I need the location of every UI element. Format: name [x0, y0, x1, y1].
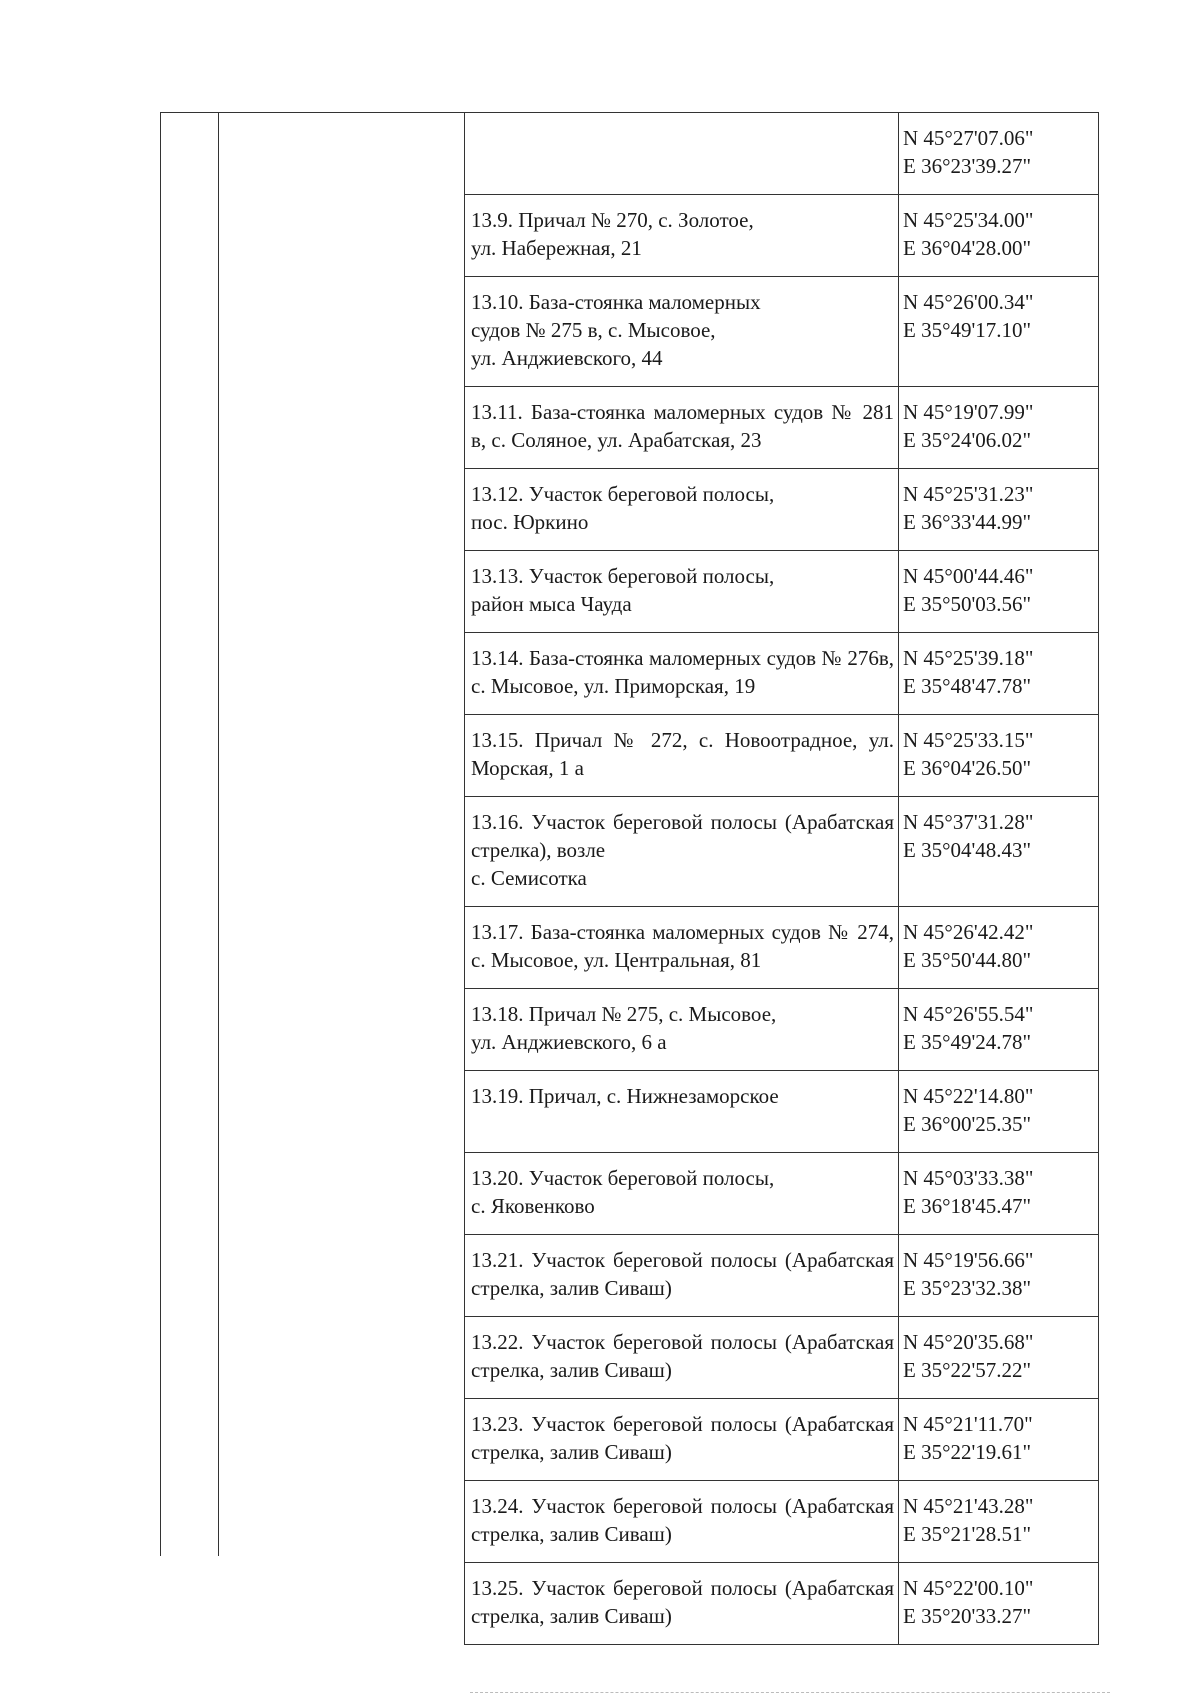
table-row	[465, 1481, 1099, 1563]
coordinates-cell: N 45°21'11.70" E 35°22'19.61"	[899, 1399, 1099, 1481]
coordinates-cell: N 45°19'56.66" E 35°23'32.38"	[899, 1235, 1099, 1317]
location-name-cell	[465, 1071, 899, 1153]
location-name-cell	[465, 277, 899, 387]
table-row	[465, 907, 1099, 989]
coordinates-cell: N 45°22'14.80" E 36°00'25.35"	[899, 1071, 1099, 1153]
coordinates-cell: N 45°25'33.15" E 36°04'26.50"	[899, 715, 1099, 797]
table-row	[465, 1071, 1099, 1153]
location-name: 13.12. Участок береговой полосы, пос. Юркино	[471, 482, 775, 534]
table-row	[465, 113, 1099, 195]
table-row	[465, 387, 1099, 469]
table-row	[465, 1153, 1099, 1235]
table-row	[465, 1317, 1099, 1399]
location-name: 13.17. База-стоянка маломерных судов № 274, с. Мысовое, ул. Центральная, 81	[471, 920, 894, 972]
coordinates-cell: N 45°00'44.46" E 35°50'03.56"	[899, 551, 1099, 633]
location-name-cell	[465, 113, 899, 195]
location-name-cell	[465, 1235, 899, 1317]
table-body	[465, 113, 1099, 1645]
coordinates-cell: N 45°25'39.18" E 35°48'47.78"	[899, 633, 1099, 715]
location-name-cell	[465, 1481, 899, 1563]
table-row	[465, 989, 1099, 1071]
table-row	[465, 1399, 1099, 1481]
location-name: 13.25. Участок береговой полосы (Арабатская стрелка, залив Сиваш)	[471, 1576, 894, 1628]
coordinates-cell: N 45°37'31.28" E 35°04'48.43"	[899, 797, 1099, 907]
coordinates-cell: N 45°26'00.34" E 35°49'17.10"	[899, 277, 1099, 387]
coordinates-cell: N 45°25'31.23" E 36°33'44.99"	[899, 469, 1099, 551]
coordinates-cell: N 45°27'07.06" E 36°23'39.27"	[899, 113, 1099, 195]
location-name-cell	[465, 387, 899, 469]
location-name-cell	[465, 469, 899, 551]
location-name: 13.18. Причал № 275, с. Мысовое, ул. Анджиевского, 6 а	[471, 1002, 777, 1054]
table-column-divider-1	[218, 112, 219, 1556]
coordinates-cell: N 45°25'34.00" E 36°04'28.00"	[899, 195, 1099, 277]
table-row	[465, 195, 1099, 277]
location-name-cell	[465, 797, 899, 907]
coordinates-cell: N 45°22'00.10" E 35°20'33.27"	[899, 1563, 1099, 1645]
location-name-cell	[465, 1563, 899, 1645]
coordinates-cell: N 45°19'07.99" E 35°24'06.02"	[899, 387, 1099, 469]
page-footer-rule	[470, 1692, 1110, 1695]
table-row	[465, 551, 1099, 633]
location-name-cell	[465, 989, 899, 1071]
location-name: 13.16. Участок береговой полосы (Арабатская стрелка), возле с. Семисотка	[471, 810, 894, 890]
location-name-cell	[465, 551, 899, 633]
table-row	[465, 633, 1099, 715]
location-name: 13.11. База-стоянка маломерных судов № 281 в, с. Соляное, ул. Арабатская, 23	[471, 400, 894, 452]
table-row	[465, 797, 1099, 907]
coordinates-cell: N 45°20'35.68" E 35°22'57.22"	[899, 1317, 1099, 1399]
coordinates-cell: N 45°26'55.54" E 35°49'24.78"	[899, 989, 1099, 1071]
table-left-border	[160, 112, 161, 1556]
location-name-cell	[465, 1153, 899, 1235]
table-row	[465, 715, 1099, 797]
table-row	[465, 1563, 1099, 1645]
location-name: 13.21. Участок береговой полосы (Арабатская стрелка, залив Сиваш)	[471, 1248, 894, 1300]
table-row	[465, 469, 1099, 551]
location-name-cell	[465, 1399, 899, 1481]
location-name: 13.13. Участок береговой полосы, район мыса Чауда	[471, 564, 775, 616]
table-row	[465, 277, 1099, 387]
location-name: 13.15. Причал № 272, с. Новоотрадное, ул. Морская, 1 а	[471, 728, 894, 780]
coordinates-table	[464, 112, 1099, 1645]
location-name-cell	[465, 633, 899, 715]
coordinates-cell: N 45°21'43.28" E 35°21'28.51"	[899, 1481, 1099, 1563]
coordinates-cell: N 45°03'33.38" E 36°18'45.47"	[899, 1153, 1099, 1235]
coordinates-cell: N 45°26'42.42" E 35°50'44.80"	[899, 907, 1099, 989]
location-name: 13.22. Участок береговой полосы (Арабатская стрелка, залив Сиваш)	[471, 1330, 894, 1382]
table-top-border-left	[160, 112, 466, 113]
location-name: 13.19. Причал, с. Нижнезаморское	[471, 1084, 779, 1108]
location-name-cell	[465, 195, 899, 277]
location-name: 13.10. База-стоянка маломерных судов № 275 в, с. Мысовое, ул. Анджиевского, 44	[471, 290, 761, 370]
location-name: 13.24. Участок береговой полосы (Арабатская стрелка, залив Сиваш)	[471, 1494, 894, 1546]
location-name: 13.23. Участок береговой полосы (Арабатская стрелка, залив Сиваш)	[471, 1412, 894, 1464]
location-name-cell	[465, 715, 899, 797]
location-name: 13.20. Участок береговой полосы, с. Яковенково	[471, 1166, 775, 1218]
location-name-cell	[465, 1317, 899, 1399]
location-name: 13.9. Причал № 270, с. Золотое, ул. Набережная, 21	[471, 208, 754, 260]
table-row	[465, 1235, 1099, 1317]
location-name-cell	[465, 907, 899, 989]
location-name: 13.14. База-стоянка маломерных судов № 276в, с. Мысовое, ул. Приморская, 19	[471, 646, 894, 698]
